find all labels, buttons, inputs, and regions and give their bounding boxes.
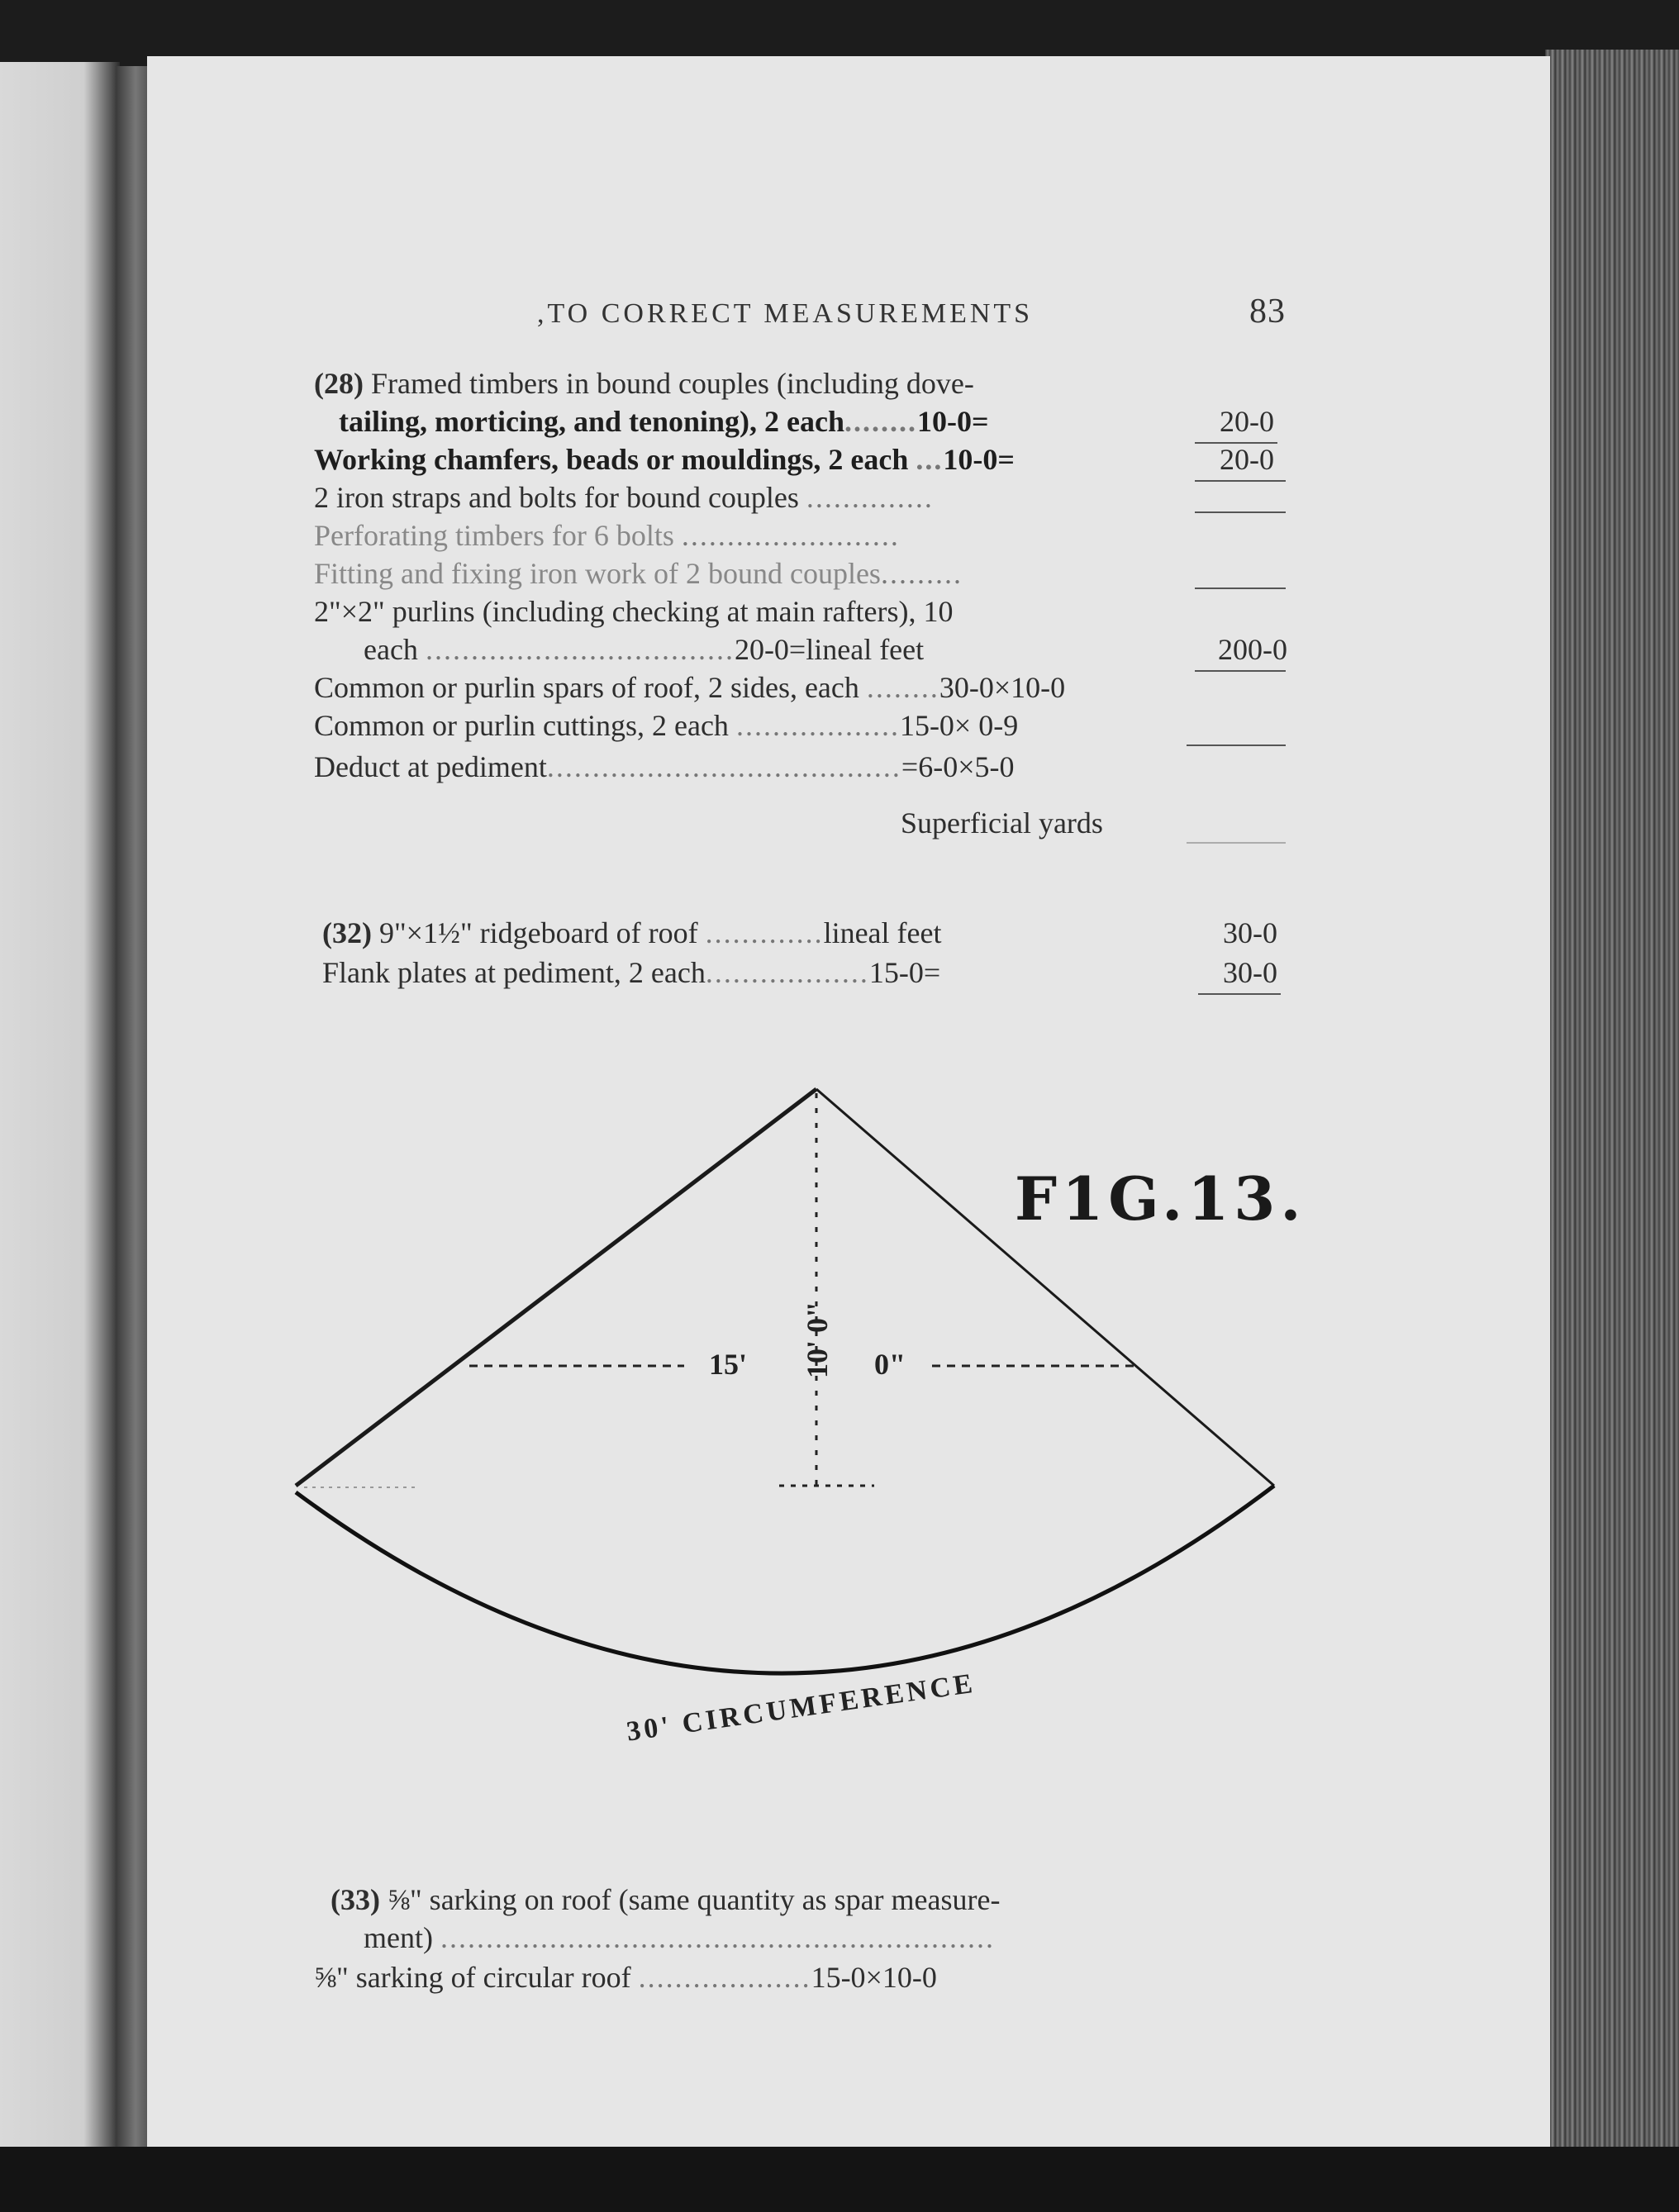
radius-label-left: 15' [709, 1348, 748, 1381]
amount-rule [1187, 842, 1286, 844]
amount: 20-0 [1220, 405, 1274, 438]
amount-rule [1187, 744, 1286, 746]
amount: 200-0 [1218, 633, 1287, 666]
book-page: ,TO CORRECT MEASUREMENTS 83 (28) Framed timbers in bound couples (including dove- tailing, morticing, and tenoning), 2 each........10-0= 20-0 Working chamfers, beads or mouldings, 2 each ...10-0= 20-0 2 iron straps and bolts for bound couples .............. Perforating timbers for 6 bolts ........................ Fitting and fixing iron work of 2 bound couples......... 2"×2" purlins (including checking at main rafters), 10 each ..................................20-0=lineal feet 200-0 Common or purlin spars of roof, 2 sides, each ........30-0×10-0 Common or purlin cuttings, 2 each ..................15-0× 0-9 Deduct at pediment.......................................=6-0×5-0 Superficial yards (32) 9"×1½" ridgeboard of roof .............lineal feet 30-0 Flank plates at pediment, 2 each..................15-0= 30-0 F1G.13. 10' 0" 15' 0" 30' CIRCUMFERENCE (33) ⅝" sarking on roof (same quantity as spar measure- ment) ............................................................. ⅝" sarking of circular roof ...................15-0×10-0 [147, 56, 1550, 2147]
amount-rule [1195, 587, 1286, 589]
amount: 30-0 [1223, 956, 1277, 989]
left-page-edge [0, 62, 120, 2186]
book-spine-shadow [116, 66, 149, 2190]
figure-13 [147, 1048, 1550, 1833]
left-edge-line [296, 1089, 816, 1486]
running-header [147, 292, 1550, 341]
running-title: ,TO CORRECT MEASUREMENTS [537, 298, 1034, 329]
amount-rule [1195, 480, 1286, 482]
right-edge-line [816, 1089, 1274, 1486]
amount: 30-0 [1223, 916, 1277, 949]
figure-label: F1G.13. [1015, 1163, 1306, 1234]
scan-border-bottom [0, 2147, 1679, 2212]
radius-label-right: 0" [874, 1348, 906, 1381]
amount-rule [1195, 511, 1286, 513]
amount: 20-0 [1220, 443, 1274, 476]
amount-rule [1195, 670, 1286, 672]
amount-rule [1198, 993, 1281, 995]
height-label: 10' 0" [801, 1301, 834, 1378]
circumference-label: 30' CIRCUMFERENCE [625, 1667, 977, 1748]
circumference-arc [296, 1486, 1274, 1673]
page-number: 83 [1249, 293, 1286, 331]
page-stack-edge [1545, 50, 1679, 2212]
